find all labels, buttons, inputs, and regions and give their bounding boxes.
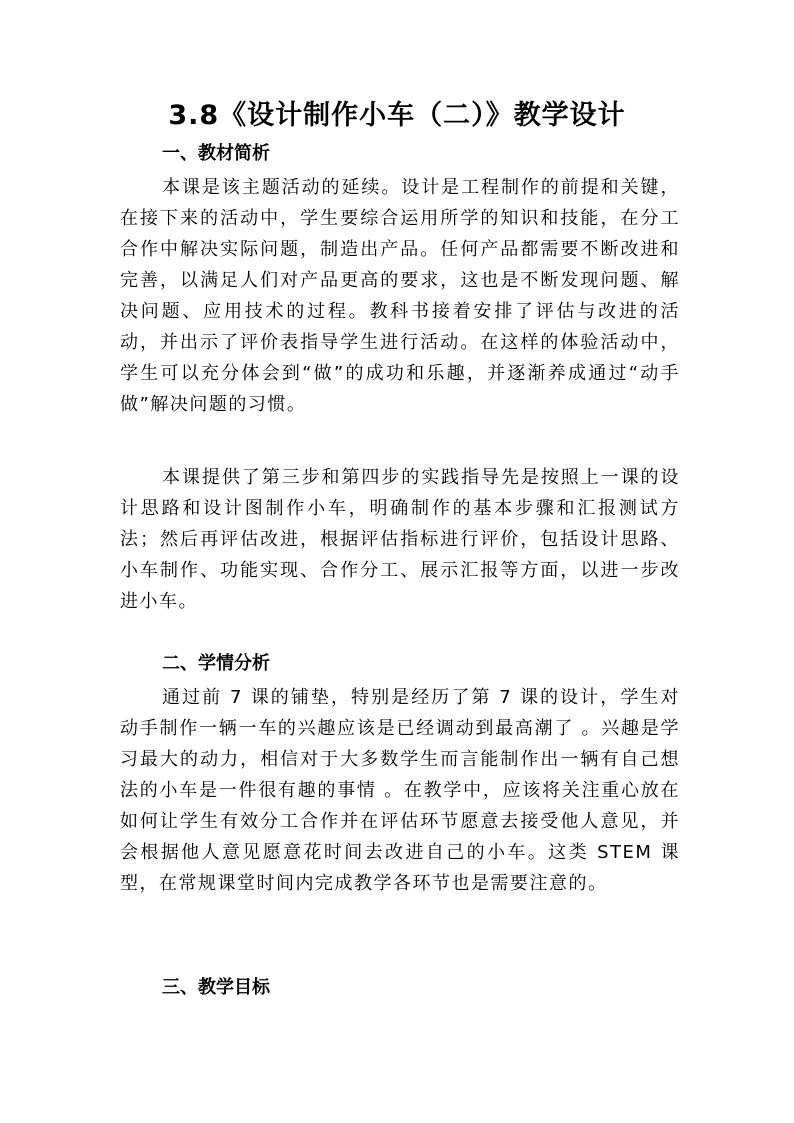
paragraph: 通过前 7 课的铺垫，特别是经历了第 7 课的设计，学生对动手制作一辆一车的兴趣应该是已经调动到最高潮了 。兴趣是学习最大的动力，相信对于大多数学生而言能制作出一辆有自己想法的小车是一件很有趣的事情 。在教学中，应该将关注重心放在如何让学生有效分工合作并在评估环节愿意去接受他人意见，并会根据他人意见愿意花时间去改进自己的小车。这类 STEM 课型，在常规课堂时间内完成教学各环节也是需要注意的。: [120, 687, 680, 894]
section-heading-textbook-analysis: 一、教材简析: [162, 143, 270, 164]
paragraph: 本课提供了第三步和第四步的实践指导先是按照上一课的设计思路和设计图制作小车，明确制作的基本步骤和汇报测试方法；然后再评估改进，根据评估指标进行评价，包括设计思路、小车制作、功能实现、合作分工、展示汇报等方面，以进一步改进小车。: [120, 467, 680, 612]
section-heading-learner-analysis: 二、学情分析: [162, 653, 270, 674]
section-heading-teaching-objectives: 三、教学目标: [162, 977, 270, 998]
document-title: 3.8《设计制作小车（二）》教学设计: [168, 100, 626, 131]
paragraph: 本课是该主题活动的延续。设计是工程制作的前提和关键，在接下来的活动中，学生要综合运用所学的知识和技能，在分工合作中解决实际问题，制造出产品。任何产品都需要不断改进和完善，以满足人们对产品更高的要求，这也是不断发现问题、解决问题、应用技术的过程。教科书接着安排了评估与改进的活动，并出示了评价表指导学生进行活动。在这样的体验活动中，学生可以充分体会到“做”的成功和乐趣，并逐渐养成通过“动手做”解决问题的习惯。: [120, 177, 680, 415]
